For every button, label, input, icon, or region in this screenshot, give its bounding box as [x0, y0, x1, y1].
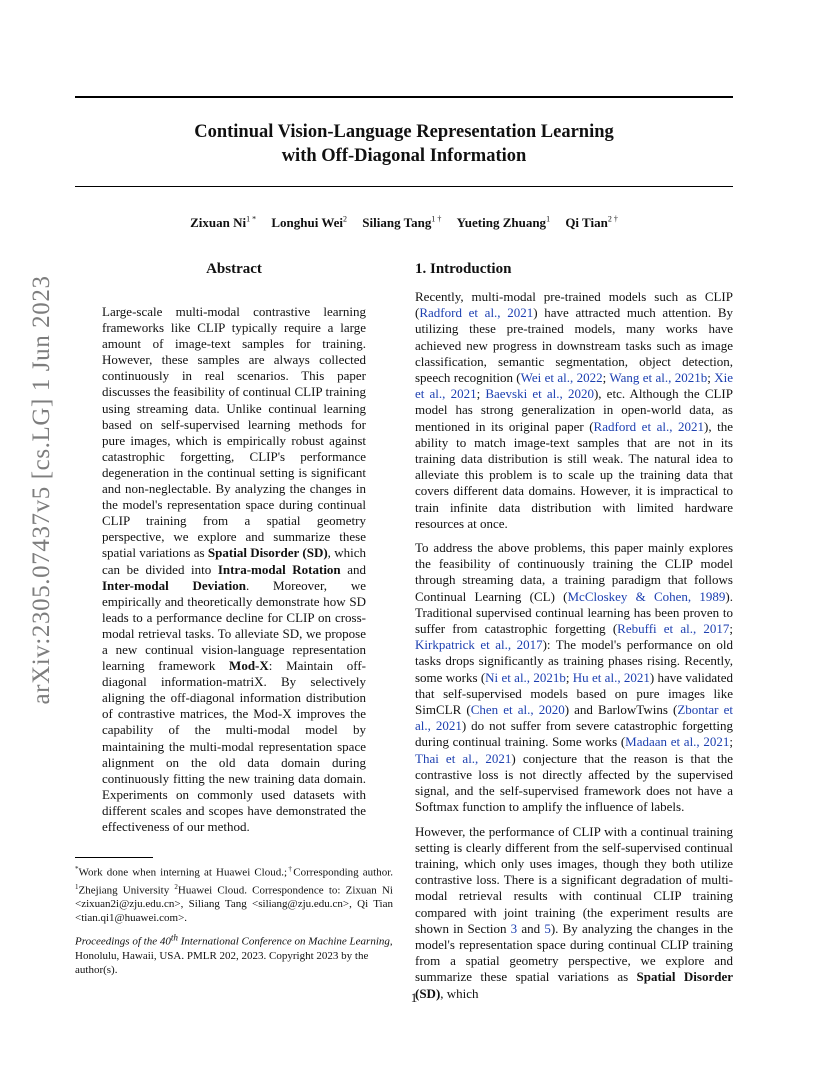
citation-link[interactable]: Kirkpatrick et al., 2017 [415, 637, 543, 653]
abstract-heading: Abstract [206, 261, 262, 277]
author: Longhui Wei$^2$ [271, 215, 348, 231]
paper-title [75, 120, 733, 168]
intro-text: ): The model's performance on old tasks drops significantly as training phases rising. Recently, some works ( [415, 637, 733, 685]
intro-text: and [517, 920, 545, 936]
top-rule [75, 96, 733, 98]
introduction-body [415, 289, 733, 1010]
intro-paragraph [415, 289, 733, 532]
arxiv-identifier: arXiv:2305.07437v5 [cs.LG] 1 Jun 2023 [28, 275, 55, 705]
intro-paragraph [415, 824, 733, 1002]
term-inter-modal-deviation: Inter-modal Deviation [102, 577, 246, 593]
author: Zixuan $Ni^{1 *}$ [190, 215, 257, 231]
term-intra-modal-rotation: Intra-modal Rotation [217, 561, 341, 577]
intro-text: ; [602, 370, 610, 386]
term-spatial-disorder: Spatial Disorder (SD) [415, 969, 733, 1001]
intro-text: ; [729, 621, 733, 637]
title-line-2: with Off-Diagonal Information [281, 146, 527, 166]
citation-link[interactable]: Zbontar et al., 2021 [415, 702, 733, 734]
intro-text: ; [476, 386, 486, 402]
author: Yueting Zhuang$^1$ [456, 215, 551, 231]
intro-text: ) and BarlowTwins ( [564, 702, 678, 718]
intro-text: ; [565, 669, 573, 685]
footnote-rule [75, 857, 153, 858]
intro-text: , which [440, 985, 479, 1001]
citation-link[interactable]: 3 [510, 920, 518, 936]
intro-text: ), the ability to match image-text samples that are not in its training data distribution is still weak. The natural idea to alleviate this problem is to scale up the training data that covers different data domains. However, it is impractical to train infinite data distribution with limited hardware resources at once. [415, 418, 733, 531]
term-spatial-disorder: Spatial Disorder (SD) [207, 545, 328, 561]
intro-text: ) have attracted much attention. By utilizing these pre-trained models, many works have achieved new progress in downstream tasks such as image classification, semantic segmentation, object detection, speech recognition ( [415, 305, 733, 386]
citation-link[interactable]: Radford et al., 2021 [593, 418, 704, 434]
author: Siliang Tang$^{1 \dagger}$ [362, 215, 442, 231]
citation-link[interactable]: Hu et al., 2021 [572, 669, 650, 685]
intro-text: To address the above problems, this paper mainly explores the feasibility of continuously training the CLIP model through streaming data, a training paradigm that follows Continual Learning (CL) ( [415, 540, 733, 604]
title-line-1: Continual Vision-Language Representation Learning [194, 122, 614, 142]
intro-text: However, the performance of CLIP with a continual training setting is clearly different from the self-supervised continual training, which only uses images, though they both utilize contrastive loss. There is a significant degradation of multi-modal retrieval results with continual CLIP training compared with joint training (the experiment results are shown in Section [415, 823, 733, 936]
citation-link[interactable]: McCloskey & Cohen, 1989 [567, 588, 726, 604]
introduction-heading: 1. Introduction [415, 261, 512, 277]
page-number: 1 [410, 990, 418, 1005]
intro-text: Recently, multi-modal pre-trained models such as CLIP ( [415, 289, 733, 321]
intro-text: ) have validated that self-supervised models based on pure images like SimCLR ( [415, 669, 734, 718]
intro-text: ). By analyzing the changes in the model's representation space during continual CLIP training from a spatial geometry perspective, we explore and summarize these spatial variations as [415, 920, 733, 985]
intro-text: ; [729, 734, 733, 750]
intro-text: ), etc. Although the CLIP model has strong generalization in open-world data, as mentioned in its original paper ( [415, 386, 733, 434]
abstract-body: Large-scale multi-modal contrastive learning frameworks like CLIP typically require a large amount of image-text samples for training. However, these samples are always collected continuously in real scenarios. This paper discusses the feasibility of continual CLIP training using streaming data. Unlike continual learning based on self-supervised learning methods for pure images, which is empirically robust against catastrophic forgetting, CLIP's performance degeneration in the continual setting is significant and non-neglectable. By analyzing the changes in the model's representation space during continual CLIP training from a spatial geometry perspective, we explore and summarize these spatial variations as Spatial Disorder (SD), which can be divided into Intra-modal Rotation and Inter-modal Deviation. Moreover, we empirically and theoretically demonstrate how SD leads to a performance decline for CLIP on cross-modal retrieval tasks. To alleviate SD, we propose a new continual vision-language representation learning framework Mod-X: Maintain off-diagonal information-matriX. By selectively aligning the off-diagonal information distribution of contrastive matrices, the Mod-X improves the capability of the multi-modal model by maintaining the multi-modal representation space alignment on the old data domain during continuously fitting the new training data domain. Experiments on commonly used datasets with different scales and scopes have demonstrated the effectiveness of our method. [102, 304, 367, 834]
citation-link[interactable]: Chen et al., 2020 [470, 702, 565, 718]
citation-link[interactable]: 5 [544, 920, 551, 936]
citation-link[interactable]: Wang et al., 2021b [609, 370, 708, 386]
intro-text: ) do not suffer from severe catastrophic forgetting during continual training. Some works ( [415, 718, 733, 750]
proceedings-note: Proceedings of the 40th International Conference on Machine Learning, Honolulu, Hawaii, USA. PMLR 202, 2023. Copyright 2023 by the author(s). [75, 932, 393, 976]
intro-text: ; [707, 370, 715, 386]
term-mod-x: Mod-X [229, 658, 269, 674]
citation-link[interactable]: Xie et al., 2021 [415, 370, 734, 402]
title-bottom-rule [75, 186, 733, 187]
citation-link[interactable]: Madaan et al., 2021 [625, 734, 730, 750]
author: Qi Tian$^{2 \dagger}$ [565, 215, 618, 231]
intro-text: ). Traditional supervised continual learning has been proven to suffer from catastrophic forgetting ( [415, 588, 733, 637]
citation-link[interactable]: Baevski et al., 2020 [485, 386, 594, 402]
acronym-expansion: Maintain off-diagonal information-matriX [102, 658, 366, 690]
citation-link[interactable]: Rebuffi et al., 2017 [617, 621, 730, 637]
citation-link[interactable]: Thai et al., 2021 [415, 750, 512, 766]
author-list [75, 215, 733, 231]
citation-link[interactable]: Ni et al., 2021b [485, 669, 566, 685]
citation-link[interactable]: Radford et al., 2021 [419, 305, 534, 321]
citation-link[interactable]: Wei et al., 2022 [520, 370, 603, 386]
intro-paragraph [415, 540, 733, 815]
intro-text: ) conjecture that the reason is that the contrastive loss is not directly affected by the supervised signal, and the self-supervised framework does not have a Softmax function to amplify the influence of labels. [415, 750, 733, 815]
footnote: *Work done when interning at Huawei Cloud.;†Corresponding author. $^1$Zhejiang University $^2$Huawei Cloud. Correspondence to: Zixuan Ni <zixuan2i@zju.edu.cn>, Siliang Tang <siliang@zju.edu.cn>, Qi Tian <tian.qi1@huawei.com>. [75, 865, 394, 925]
